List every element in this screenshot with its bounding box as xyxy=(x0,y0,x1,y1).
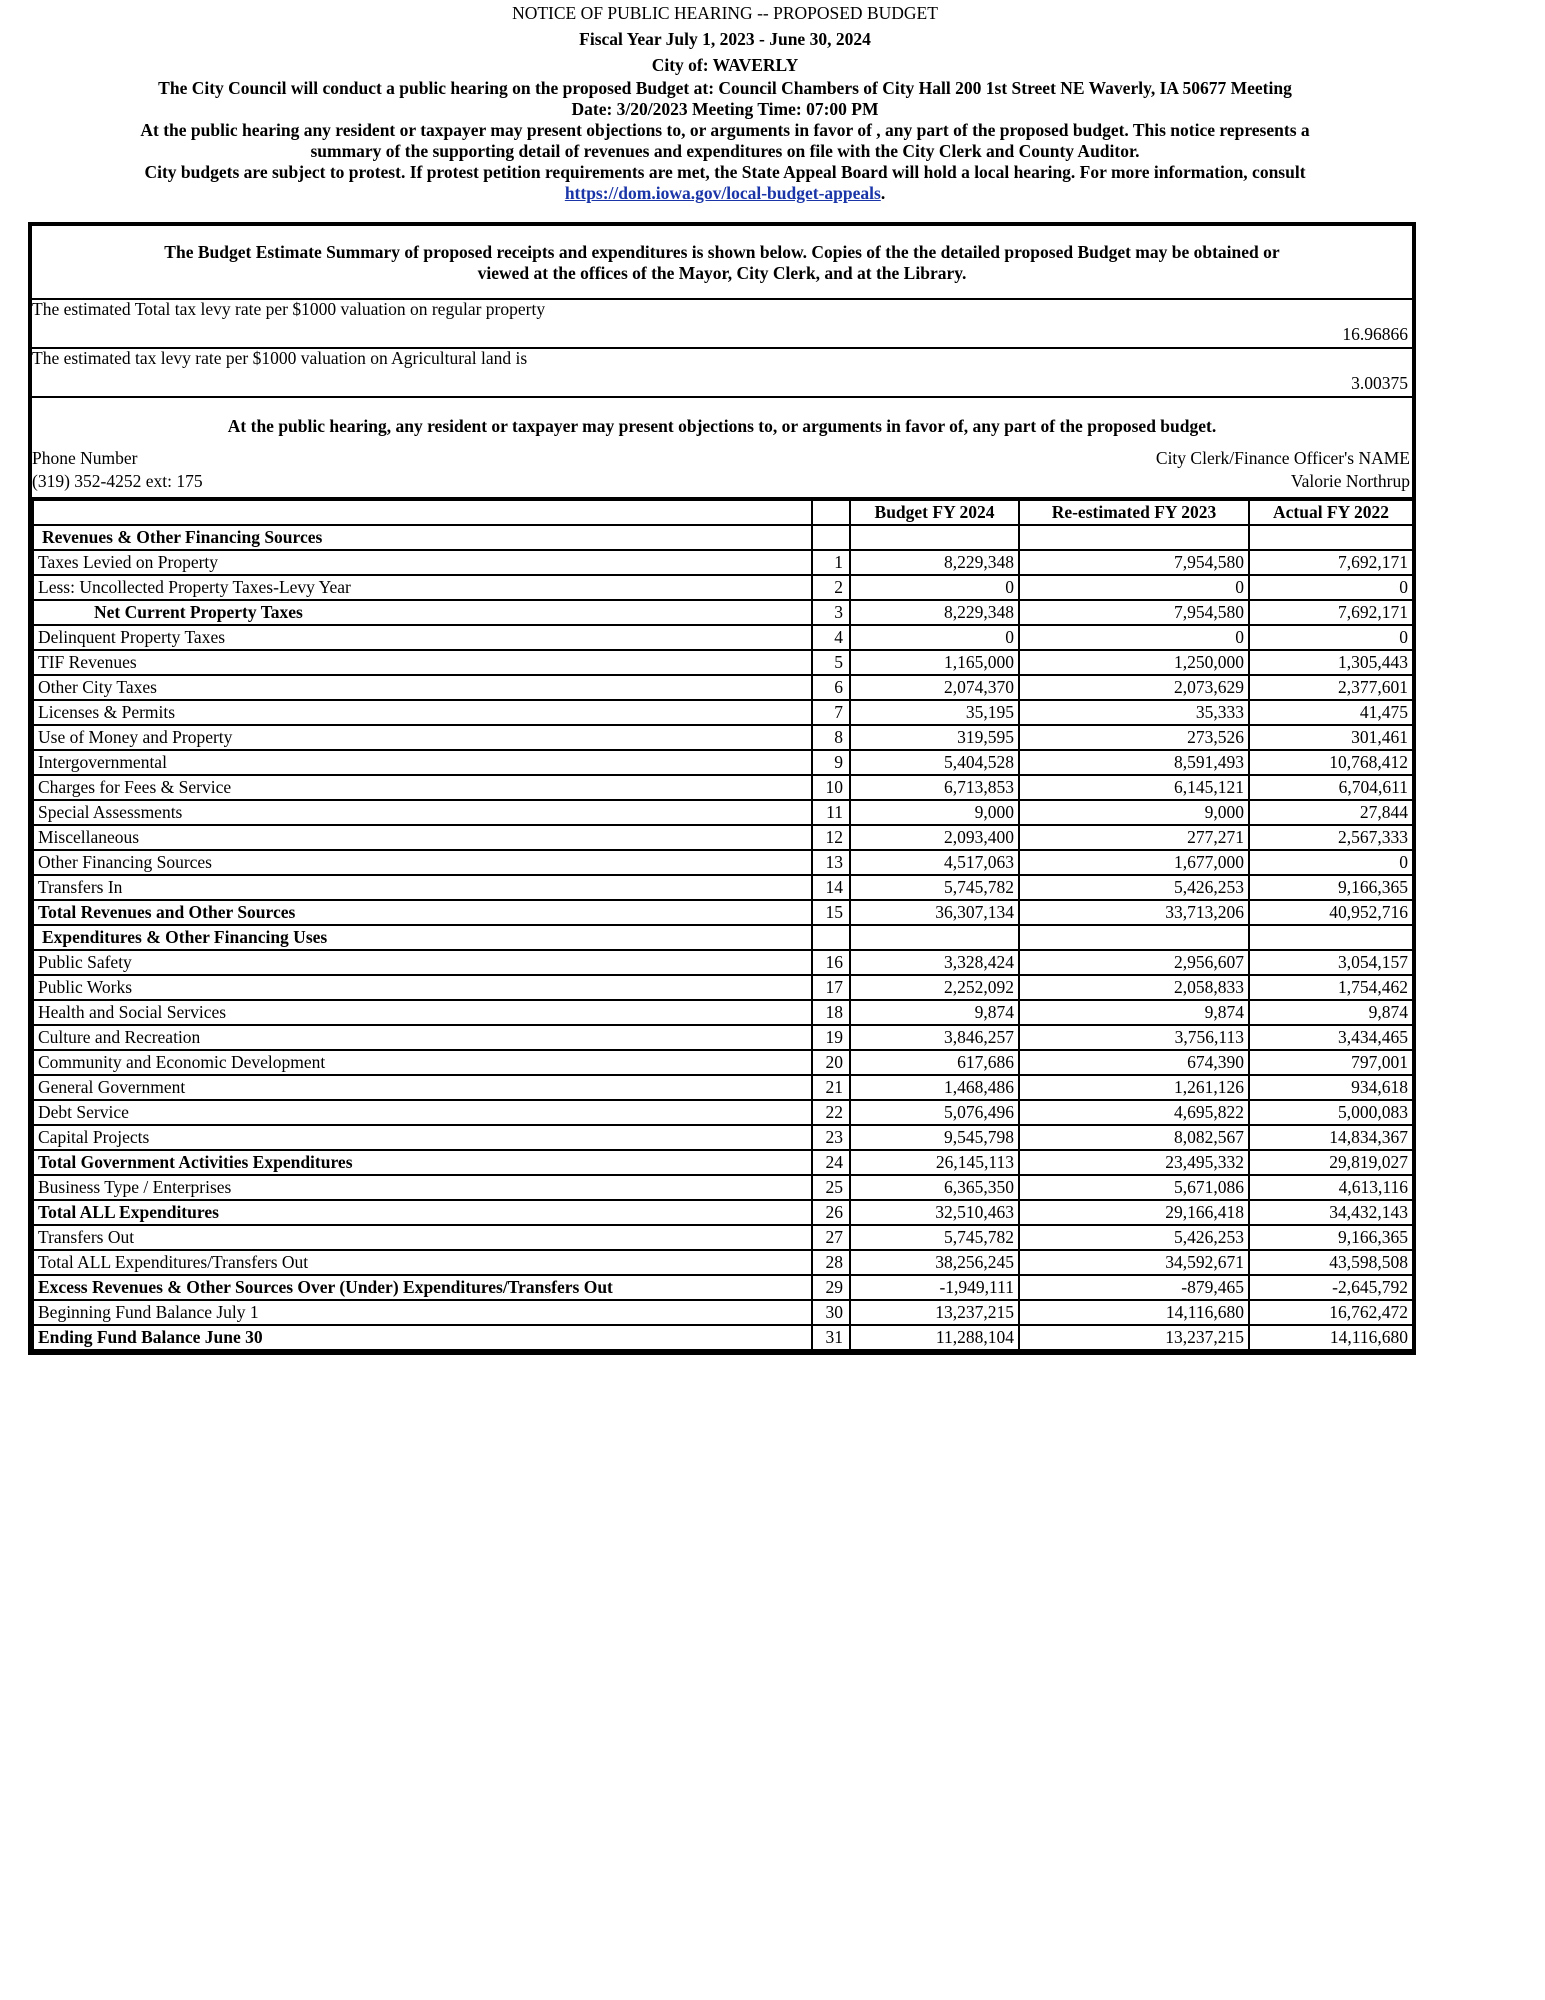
row-actual-fy2022: 934,618 xyxy=(1249,1075,1413,1100)
row-actual-fy2022: 27,844 xyxy=(1249,800,1413,825)
row-description: Business Type / Enterprises xyxy=(33,1175,812,1200)
row-reestimated-fy2023: 2,058,833 xyxy=(1019,975,1249,1000)
row-description: Debt Service xyxy=(33,1100,812,1125)
table-row xyxy=(33,1075,1413,1100)
notice-header xyxy=(30,0,1420,204)
row-line-number: 24 xyxy=(812,1150,850,1175)
table-row xyxy=(33,1275,1413,1300)
levy-ag-value: 3.00375 xyxy=(1351,373,1408,393)
row-line-number: 5 xyxy=(812,650,850,675)
table-row xyxy=(33,1000,1413,1025)
row-reestimated-fy2023: 14,116,680 xyxy=(1019,1300,1249,1325)
row-budget-fy2024: 9,000 xyxy=(850,800,1019,825)
council-hearing-location: The City Council will conduct a public hearing on the proposed Budget at: Council Chambers of City Hall 200 1st Street NE Waverly, IA 50677 Meeting xyxy=(158,78,1292,98)
row-budget-fy2024: 8,229,348 xyxy=(850,600,1019,625)
row-actual-fy2022: 0 xyxy=(1249,625,1413,650)
row-budget-fy2024: 9,874 xyxy=(850,1000,1019,1025)
row-description: TIF Revenues xyxy=(33,650,812,675)
row-actual-fy2022: 5,000,083 xyxy=(1249,1100,1413,1125)
table-body xyxy=(33,525,1413,1350)
table-row xyxy=(33,550,1413,575)
table-row xyxy=(33,1200,1413,1225)
row-line-number: 23 xyxy=(812,1125,850,1150)
row-reestimated-fy2023: 7,954,580 xyxy=(1019,600,1249,625)
row-description: Intergovernmental xyxy=(33,750,812,775)
fiscal-year: Fiscal Year July 1, 2023 - June 30, 2024 xyxy=(579,29,871,49)
table-row xyxy=(33,675,1413,700)
row-reestimated-fy2023: 7,954,580 xyxy=(1019,550,1249,575)
row-budget-fy2024: 2,252,092 xyxy=(850,975,1019,1000)
row-actual-fy2022: 1,754,462 xyxy=(1249,975,1413,1000)
row-description: Total ALL Expenditures/Transfers Out xyxy=(33,1250,812,1275)
row-reestimated-fy2023: 33,713,206 xyxy=(1019,900,1249,925)
row-line-number: 15 xyxy=(812,900,850,925)
row-line-number: 13 xyxy=(812,850,850,875)
row-budget-fy2024: 35,195 xyxy=(850,700,1019,725)
row-reestimated-fy2023: 8,082,567 xyxy=(1019,1125,1249,1150)
row-actual-fy2022: 3,434,465 xyxy=(1249,1025,1413,1050)
row-reestimated-fy2023: 5,671,086 xyxy=(1019,1175,1249,1200)
meeting-date-time: Date: 3/20/2023 Meeting Time: 07:00 PM xyxy=(571,99,879,119)
row-line-number: 2 xyxy=(812,575,850,600)
row-reestimated-fy2023: 9,000 xyxy=(1019,800,1249,825)
row-reestimated-fy2023: 3,756,113 xyxy=(1019,1025,1249,1050)
row-reestimated-fy2023: 35,333 xyxy=(1019,700,1249,725)
row-budget-fy2024: 26,145,113 xyxy=(850,1150,1019,1175)
phone-label: Phone Number xyxy=(32,448,138,468)
row-budget-fy2024: 6,365,350 xyxy=(850,1175,1019,1200)
city-name: City of: WAVERLY xyxy=(651,55,799,75)
row-description: General Government xyxy=(33,1075,812,1100)
table-row xyxy=(33,750,1413,775)
table-row xyxy=(33,1150,1413,1175)
row-description: Community and Economic Development xyxy=(33,1050,812,1075)
header-description xyxy=(33,499,812,525)
table-row xyxy=(33,1300,1413,1325)
row-description: Charges for Fees & Service xyxy=(33,775,812,800)
objections-notice-2: summary of the supporting detail of revenues and expenditures on file with the City Clerk and County Auditor. xyxy=(310,141,1140,161)
row-description: Ending Fund Balance June 30 xyxy=(33,1325,812,1350)
row-actual-fy2022: 9,166,365 xyxy=(1249,1225,1413,1250)
header-budget: Budget FY 2024 xyxy=(850,499,1019,525)
row-line-number: 31 xyxy=(812,1325,850,1350)
table-row xyxy=(33,600,1413,625)
levy-ag-label: The estimated tax levy rate per $1000 valuation on Agricultural land is xyxy=(32,348,528,368)
row-description: Taxes Levied on Property xyxy=(33,550,812,575)
row-line-number: 3 xyxy=(812,600,850,625)
row-budget-fy2024: 5,404,528 xyxy=(850,750,1019,775)
row-line-number: 21 xyxy=(812,1075,850,1100)
row-line-number: 22 xyxy=(812,1100,850,1125)
protest-notice: City budgets are subject to protest. If protest petition requirements are met, the State Appeal Board will hold a local hearing. For more information, consult xyxy=(144,162,1306,182)
header-actual: Actual FY 2022 xyxy=(1249,499,1413,525)
levy-regular-label: The estimated Total tax levy rate per $1000 valuation on regular property xyxy=(32,299,546,319)
row-reestimated-fy2023: 273,526 xyxy=(1019,725,1249,750)
table-row xyxy=(33,575,1413,600)
levy-ag-row xyxy=(32,349,1412,398)
row-line-number: 27 xyxy=(812,1225,850,1250)
row-reestimated-fy2023: 4,695,822 xyxy=(1019,1100,1249,1125)
row-description: Health and Social Services xyxy=(33,1000,812,1025)
row-budget-fy2024: 3,328,424 xyxy=(850,950,1019,975)
hearing-note: At the public hearing, any resident or taxpayer may present objections to, or arguments in favor of, any part of the proposed budget. xyxy=(227,416,1217,436)
table-row xyxy=(33,900,1413,925)
summary-intro-line-1: The Budget Estimate Summary of proposed receipts and expenditures is shown below. Copies of the the detailed proposed Budget may be obtained or xyxy=(164,242,1280,262)
budget-table xyxy=(32,497,1414,1351)
row-description: Special Assessments xyxy=(33,800,812,825)
row-actual-fy2022: 41,475 xyxy=(1249,700,1413,725)
table-row xyxy=(33,1025,1413,1050)
row-reestimated-fy2023: 0 xyxy=(1019,625,1249,650)
table-row xyxy=(33,775,1413,800)
row-description: Other City Taxes xyxy=(33,675,812,700)
row-budget-fy2024: 9,545,798 xyxy=(850,1125,1019,1150)
objections-notice-1: At the public hearing any resident or taxpayer may present objections to, or arguments in favor of , any part of the proposed budget. This notice represents a xyxy=(140,120,1310,140)
row-actual-fy2022: 4,613,116 xyxy=(1249,1175,1413,1200)
row-reestimated-fy2023: 674,390 xyxy=(1019,1050,1249,1075)
section-heading-row xyxy=(33,525,1413,550)
row-budget-fy2024: 32,510,463 xyxy=(850,1200,1019,1225)
empty-cell xyxy=(1249,925,1413,950)
row-budget-fy2024: 13,237,215 xyxy=(850,1300,1019,1325)
table-row xyxy=(33,800,1413,825)
row-budget-fy2024: 2,074,370 xyxy=(850,675,1019,700)
row-line-number: 25 xyxy=(812,1175,850,1200)
row-budget-fy2024: 4,517,063 xyxy=(850,850,1019,875)
row-line-number: 1 xyxy=(812,550,850,575)
row-line-number: 17 xyxy=(812,975,850,1000)
row-reestimated-fy2023: 34,592,671 xyxy=(1019,1250,1249,1275)
row-description: Use of Money and Property xyxy=(33,725,812,750)
row-line-number: 18 xyxy=(812,1000,850,1025)
row-description: Public Safety xyxy=(33,950,812,975)
row-reestimated-fy2023: 2,956,607 xyxy=(1019,950,1249,975)
table-row xyxy=(33,650,1413,675)
row-actual-fy2022: 43,598,508 xyxy=(1249,1250,1413,1275)
row-actual-fy2022: 3,054,157 xyxy=(1249,950,1413,975)
row-reestimated-fy2023: 1,261,126 xyxy=(1019,1075,1249,1100)
row-description: Excess Revenues & Other Sources Over (Under) Expenditures/Transfers Out xyxy=(33,1275,812,1300)
table-row xyxy=(33,1250,1413,1275)
row-budget-fy2024: 5,745,782 xyxy=(850,875,1019,900)
row-line-number: 7 xyxy=(812,700,850,725)
row-reestimated-fy2023: 8,591,493 xyxy=(1019,750,1249,775)
row-actual-fy2022: 10,768,412 xyxy=(1249,750,1413,775)
clerk-name: Valorie Northrup xyxy=(1290,471,1410,491)
row-actual-fy2022: 16,762,472 xyxy=(1249,1300,1413,1325)
row-actual-fy2022: 2,377,601 xyxy=(1249,675,1413,700)
notice-title: NOTICE OF PUBLIC HEARING -- PROPOSED BUDGET xyxy=(512,3,938,23)
row-line-number: 16 xyxy=(812,950,850,975)
table-row xyxy=(33,700,1413,725)
row-line-number: 11 xyxy=(812,800,850,825)
row-line-number: 12 xyxy=(812,825,850,850)
header-line-number xyxy=(812,499,850,525)
row-line-number: 29 xyxy=(812,1275,850,1300)
table-row xyxy=(33,725,1413,750)
contact-info xyxy=(32,447,1412,497)
row-budget-fy2024: -1,949,111 xyxy=(850,1275,1019,1300)
table-row xyxy=(33,825,1413,850)
row-actual-fy2022: 9,874 xyxy=(1249,1000,1413,1025)
section-heading: Expenditures & Other Financing Uses xyxy=(33,925,812,950)
table-row xyxy=(33,975,1413,1000)
row-actual-fy2022: 34,432,143 xyxy=(1249,1200,1413,1225)
table-row xyxy=(33,875,1413,900)
budget-summary-box xyxy=(28,222,1416,1355)
row-actual-fy2022: 6,704,611 xyxy=(1249,775,1413,800)
row-reestimated-fy2023: 13,237,215 xyxy=(1019,1325,1249,1350)
row-reestimated-fy2023: 1,677,000 xyxy=(1019,850,1249,875)
header-reestimated: Re-estimated FY 2023 xyxy=(1019,499,1249,525)
table-header-row xyxy=(33,499,1413,525)
row-reestimated-fy2023: 29,166,418 xyxy=(1019,1200,1249,1225)
empty-cell xyxy=(812,925,850,950)
row-reestimated-fy2023: 5,426,253 xyxy=(1019,875,1249,900)
row-budget-fy2024: 2,093,400 xyxy=(850,825,1019,850)
row-description: Capital Projects xyxy=(33,1125,812,1150)
row-reestimated-fy2023: 23,495,332 xyxy=(1019,1150,1249,1175)
row-line-number: 28 xyxy=(812,1250,850,1275)
phone-value: (319) 352-4252 ext: 175 xyxy=(32,471,203,491)
row-budget-fy2024: 617,686 xyxy=(850,1050,1019,1075)
phone-block xyxy=(32,447,203,493)
row-budget-fy2024: 6,713,853 xyxy=(850,775,1019,800)
row-description: Miscellaneous xyxy=(33,825,812,850)
row-line-number: 20 xyxy=(812,1050,850,1075)
empty-cell xyxy=(1249,525,1413,550)
row-budget-fy2024: 1,165,000 xyxy=(850,650,1019,675)
table-row xyxy=(33,625,1413,650)
row-actual-fy2022: 14,116,680 xyxy=(1249,1325,1413,1350)
row-actual-fy2022: 0 xyxy=(1249,850,1413,875)
row-budget-fy2024: 319,595 xyxy=(850,725,1019,750)
summary-intro xyxy=(32,226,1412,300)
empty-cell xyxy=(1019,925,1249,950)
row-budget-fy2024: 0 xyxy=(850,625,1019,650)
row-actual-fy2022: 2,567,333 xyxy=(1249,825,1413,850)
row-line-number: 19 xyxy=(812,1025,850,1050)
empty-cell xyxy=(850,525,1019,550)
row-line-number: 8 xyxy=(812,725,850,750)
row-reestimated-fy2023: 0 xyxy=(1019,575,1249,600)
row-actual-fy2022: 301,461 xyxy=(1249,725,1413,750)
row-line-number: 14 xyxy=(812,875,850,900)
appeals-period: . xyxy=(880,183,886,203)
row-reestimated-fy2023: 6,145,121 xyxy=(1019,775,1249,800)
row-budget-fy2024: 1,468,486 xyxy=(850,1075,1019,1100)
row-description: Other Financing Sources xyxy=(33,850,812,875)
row-description: Less: Uncollected Property Taxes-Levy Year xyxy=(33,575,812,600)
row-line-number: 26 xyxy=(812,1200,850,1225)
clerk-block xyxy=(1156,447,1410,493)
row-budget-fy2024: 5,076,496 xyxy=(850,1100,1019,1125)
row-description: Transfers Out xyxy=(33,1225,812,1250)
table-row xyxy=(33,1175,1413,1200)
row-budget-fy2024: 3,846,257 xyxy=(850,1025,1019,1050)
row-actual-fy2022: 797,001 xyxy=(1249,1050,1413,1075)
row-actual-fy2022: 7,692,171 xyxy=(1249,600,1413,625)
row-description: Culture and Recreation xyxy=(33,1025,812,1050)
row-description: Net Current Property Taxes xyxy=(33,600,812,625)
table-row xyxy=(33,1325,1413,1350)
table-row xyxy=(33,1225,1413,1250)
row-description: Total ALL Expenditures xyxy=(33,1200,812,1225)
row-reestimated-fy2023: -879,465 xyxy=(1019,1275,1249,1300)
table-row xyxy=(33,950,1413,975)
row-line-number: 10 xyxy=(812,775,850,800)
row-budget-fy2024: 0 xyxy=(850,575,1019,600)
table-row xyxy=(33,1050,1413,1075)
summary-intro-line-2: viewed at the offices of the Mayor, City Clerk, and at the Library. xyxy=(477,263,967,283)
row-reestimated-fy2023: 2,073,629 xyxy=(1019,675,1249,700)
row-line-number: 9 xyxy=(812,750,850,775)
row-reestimated-fy2023: 9,874 xyxy=(1019,1000,1249,1025)
appeals-link[interactable]: https://dom.iowa.gov/local-budget-appeals xyxy=(564,183,881,203)
table-row xyxy=(33,1100,1413,1125)
row-actual-fy2022: 0 xyxy=(1249,575,1413,600)
row-line-number: 30 xyxy=(812,1300,850,1325)
empty-cell xyxy=(812,525,850,550)
row-budget-fy2024: 38,256,245 xyxy=(850,1250,1019,1275)
row-actual-fy2022: 7,692,171 xyxy=(1249,550,1413,575)
row-line-number: 4 xyxy=(812,625,850,650)
row-description: Transfers In xyxy=(33,875,812,900)
row-actual-fy2022: 1,305,443 xyxy=(1249,650,1413,675)
section-heading-row xyxy=(33,925,1413,950)
levy-regular-value: 16.96866 xyxy=(1342,324,1408,344)
row-description: Total Government Activities Expenditures xyxy=(33,1150,812,1175)
row-budget-fy2024: 11,288,104 xyxy=(850,1325,1019,1350)
row-actual-fy2022: 40,952,716 xyxy=(1249,900,1413,925)
levy-regular-row xyxy=(32,300,1412,349)
row-line-number: 6 xyxy=(812,675,850,700)
row-description: Delinquent Property Taxes xyxy=(33,625,812,650)
row-reestimated-fy2023: 1,250,000 xyxy=(1019,650,1249,675)
row-description: Public Works xyxy=(33,975,812,1000)
clerk-label: City Clerk/Finance Officer's NAME xyxy=(1155,448,1410,468)
row-budget-fy2024: 8,229,348 xyxy=(850,550,1019,575)
row-actual-fy2022: 29,819,027 xyxy=(1249,1150,1413,1175)
row-actual-fy2022: 14,834,367 xyxy=(1249,1125,1413,1150)
row-actual-fy2022: -2,645,792 xyxy=(1249,1275,1413,1300)
row-budget-fy2024: 5,745,782 xyxy=(850,1225,1019,1250)
section-heading: Revenues & Other Financing Sources xyxy=(33,525,812,550)
appeals-link-line xyxy=(30,183,1420,204)
table-row xyxy=(33,850,1413,875)
row-budget-fy2024: 36,307,134 xyxy=(850,900,1019,925)
row-reestimated-fy2023: 5,426,253 xyxy=(1019,1225,1249,1250)
row-description: Total Revenues and Other Sources xyxy=(33,900,812,925)
row-description: Licenses & Permits xyxy=(33,700,812,725)
empty-cell xyxy=(1019,525,1249,550)
table-row xyxy=(33,1125,1413,1150)
row-reestimated-fy2023: 277,271 xyxy=(1019,825,1249,850)
row-description: Beginning Fund Balance July 1 xyxy=(33,1300,812,1325)
row-actual-fy2022: 9,166,365 xyxy=(1249,875,1413,900)
empty-cell xyxy=(850,925,1019,950)
